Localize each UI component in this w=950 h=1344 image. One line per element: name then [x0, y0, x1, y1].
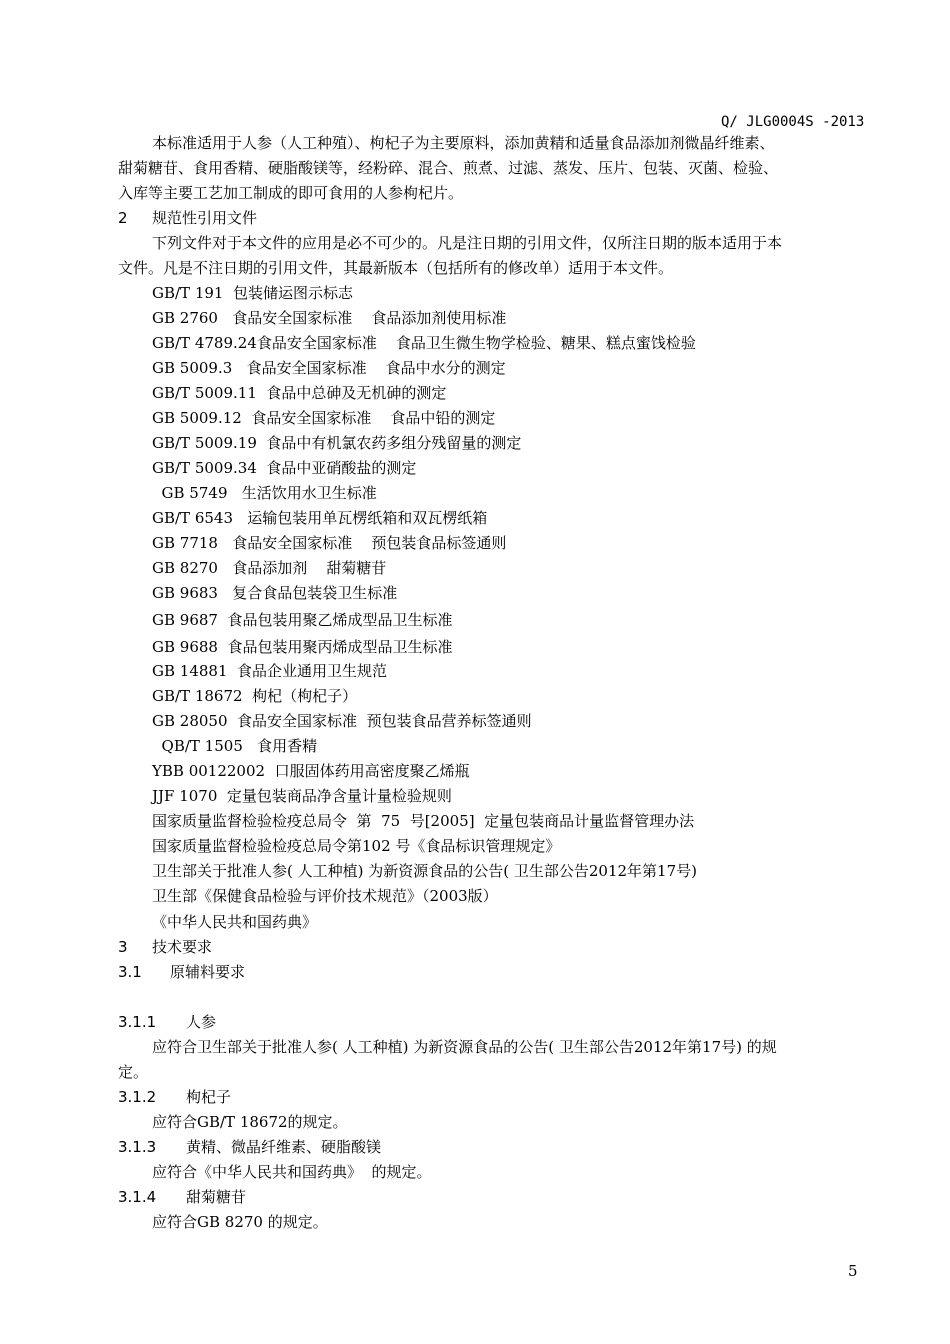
clause-title: 枸杞子 [186, 1088, 232, 1106]
section-3-1-number: 3.1 [118, 963, 142, 981]
page-number: 5 [848, 1262, 858, 1280]
reference-item: 卫生部关于批准人参( 人工种植) 为新资源食品的公告( 卫生部公告2012年第17号) [152, 862, 697, 880]
clause-title: 人参 [186, 1013, 217, 1031]
reference-item: 卫生部《保健食品检验与评价技术规范》（2003版） [152, 887, 498, 905]
reference-item: 国家质量监督检验检疫总局令第102 号《食品标识管理规定》 [152, 837, 561, 855]
reference-item: GB/T 5009.34 食品中亚硝酸盐的测定 [152, 459, 417, 477]
clause-text: 应符合《中华人民共和国药典》 的规定。 [152, 1163, 432, 1181]
clause-text: 定。 [118, 1063, 149, 1081]
scope-line: 甜菊糖苷、食用香精、硬脂酸镁等，经粉碎、混合、煎煮、过滤、蒸发、压片、包装、灭菌、检验、 [118, 159, 779, 177]
section-2-intro: 下列文件对于本文件的应用是必不可少的。凡是注日期的引用文件，仅所注日期的版本适用于本 [152, 234, 783, 252]
document-id: Q/ JLG0004S -2013 [721, 114, 865, 130]
reference-item: GB/T 4789.24食品安全国家标准 食品卫生微生物学检验、糖果、糕点蜜饯检验 [152, 334, 696, 352]
clause-text: 应符合GB 8270 的规定。 [152, 1213, 328, 1231]
reference-item: GB 9688 食品包装用聚丙烯成型品卫生标准 [152, 638, 453, 656]
reference-item: 国家质量监督检验检疫总局令 第 75 号[2005] 定量包装商品计量监督管理办法 [152, 812, 695, 830]
reference-item: GB 5749 生活饮用水卫生标准 [152, 484, 377, 502]
reference-item: GB/T 5009.11 食品中总砷及无机砷的测定 [152, 384, 447, 402]
section-3-1-title: 原辅料要求 [170, 963, 246, 981]
clause-title: 甜菊糖苷 [186, 1188, 247, 1206]
reference-item: 《中华人民共和国药典》 [152, 913, 318, 931]
reference-item: GB 7718 食品安全国家标准 预包装食品标签通则 [152, 534, 507, 552]
section-2-number: 2 [118, 209, 128, 227]
reference-item: GB 5009.12 食品安全国家标准 食品中铅的测定 [152, 409, 496, 427]
reference-item: GB/T 5009.19 食品中有机氯农药多组分残留量的测定 [152, 434, 522, 452]
reference-item: GB 2760 食品安全国家标准 食品添加剂使用标准 [152, 309, 507, 327]
scope-line: 入库等主要工艺加工制成的即可食用的人参枸杞片。 [118, 184, 464, 202]
reference-item: GB 9687 食品包装用聚乙烯成型品卫生标准 [152, 611, 453, 629]
section-2-title: 规范性引用文件 [152, 209, 258, 227]
section-3-number: 3 [118, 938, 128, 956]
clause-text: 应符合GB/T 18672的规定。 [152, 1113, 348, 1131]
reference-item: QB/T 1505 食用香精 [152, 737, 318, 755]
clause-number: 3.1.2 [118, 1088, 157, 1106]
clause-number: 3.1.4 [118, 1188, 157, 1206]
clause-text: 应符合卫生部关于批准人参( 人工种植) 为新资源食品的公告( 卫生部公告2012年第17号) 的规 [152, 1038, 777, 1056]
clause-number: 3.1.3 [118, 1138, 157, 1156]
reference-item: GB 14881 食品企业通用卫生规范 [152, 662, 388, 680]
section-2-intro: 文件。凡是不注日期的引用文件，其最新版本（包括所有的修改单）适用于本文件。 [118, 259, 674, 277]
clause-number: 3.1.1 [118, 1013, 157, 1031]
reference-item: GB 28050 食品安全国家标准 预包装食品营养标签通则 [152, 712, 532, 730]
reference-item: YBB 00122002 口服固体药用高密度聚乙烯瓶 [152, 762, 470, 780]
reference-item: GB/T 191 包装储运图示标志 [152, 284, 353, 302]
section-3-title: 技术要求 [152, 938, 213, 956]
reference-item: GB/T 6543 运输包装用单瓦楞纸箱和双瓦楞纸箱 [152, 509, 488, 527]
reference-item: GB 8270 食品添加剂 甜菊糖苷 [152, 559, 387, 577]
reference-item: GB 5009.3 食品安全国家标准 食品中水分的测定 [152, 359, 506, 377]
scope-line: 本标准适用于人参（人工种殖）、枸杞子为主要原料，添加黄精和适量食品添加剂微晶纤维素、 [152, 134, 775, 152]
reference-item: GB/T 18672 枸杞（枸杞子） [152, 687, 358, 705]
reference-item: JJF 1070 定量包装商品净含量计量检验规则 [152, 787, 452, 805]
reference-item: GB 9683 复合食品包装袋卫生标准 [152, 584, 398, 602]
clause-title: 黄精、微晶纤维素、硬脂酸镁 [186, 1138, 382, 1156]
